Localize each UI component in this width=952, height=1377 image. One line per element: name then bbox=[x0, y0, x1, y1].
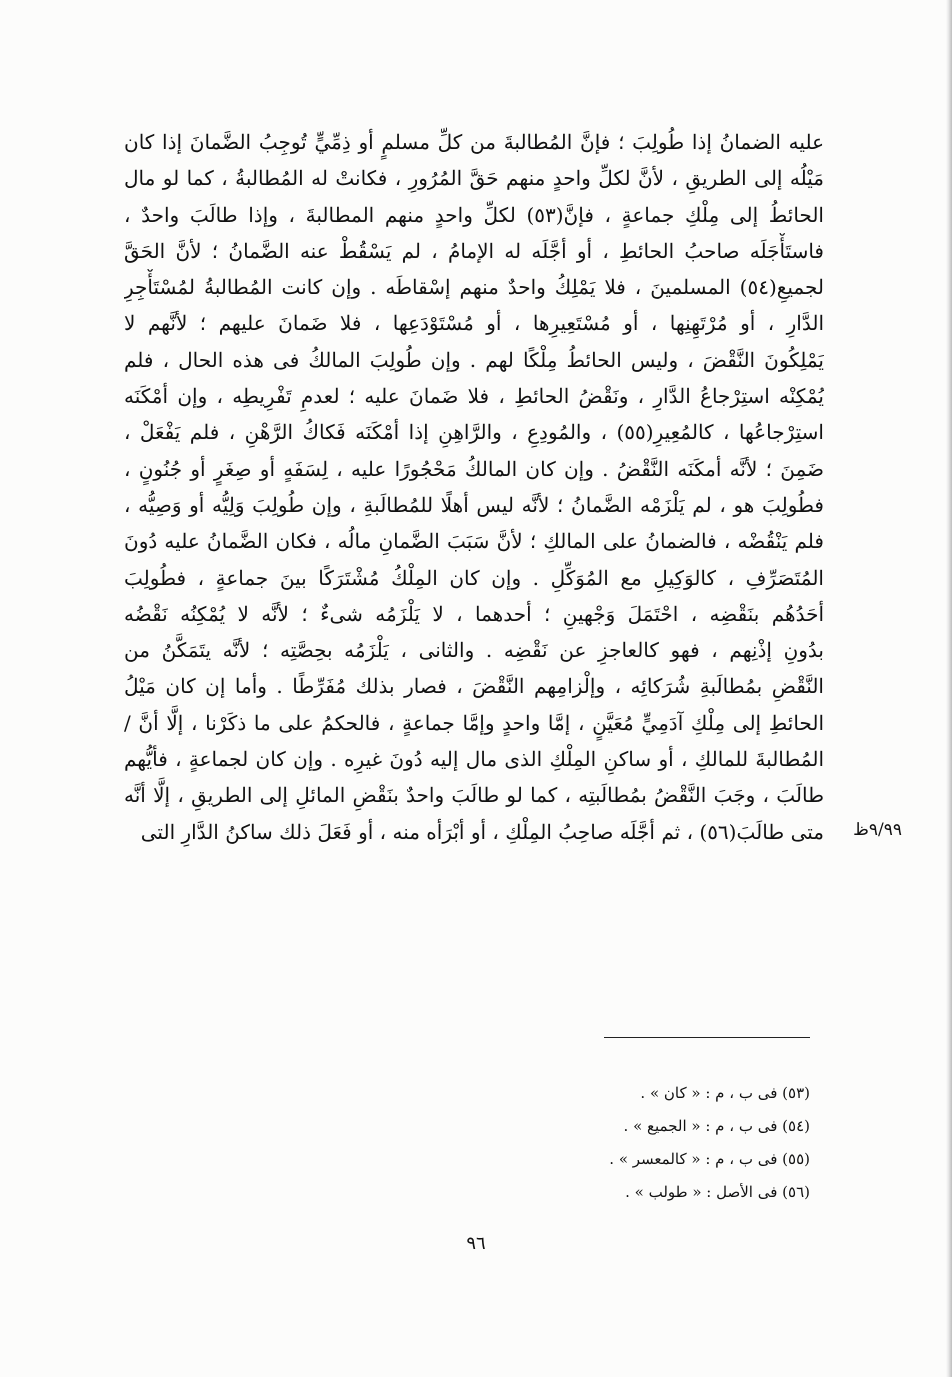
text-line: لجميعِ(٥٤) المسلمينَ ، فلا يَمْلِكُ واحدٌ منهم إسْقاطَه . وإن كانت المُطالبةُ لمُسْتَأْجِرِ bbox=[124, 275, 824, 300]
text-line: ضَمِنَ ؛ لأنَّه أمكَنَه النَّقْضُ . وإن كان المالكُ مَحْجُورًا عليه ، لِسَفَهٍ أو صِغَرٍ أو جُنُونٍ ، bbox=[124, 456, 824, 481]
footnote: (٥٥) فى ب ، م : « كالمعسر » . bbox=[609, 1150, 810, 1168]
text-line: عليه الضمانُ إذا طُولِبَ ؛ فإنَّ المُطالبةَ من كلِّ مسلمٍ أو ذِمِّيٍّ تُوجِبُ الضَّمانَ إذا كان bbox=[124, 130, 824, 154]
footnote: (٥٤) فى ب ، م : « الجميع » . bbox=[623, 1117, 810, 1135]
page-number: ٩٦ bbox=[466, 1233, 486, 1254]
text-line: فطُولِبَ هو ، لم يَلْزَمْه الضَّمانُ ؛ لأنَّه ليس أهلًا للمُطالَبةِ ، وإن طُولِبَ وَلِيُّه أو وَصِيُّه ، bbox=[124, 492, 824, 517]
text-line: المُطالبةَ للمالكِ ، أو ساكنِ المِلْكِ الذى مال إليه دُونَ غيرِه . وإن كان لجماعةٍ ، فأيُّهم bbox=[124, 747, 824, 772]
footnote: (٥٦) فى الأصل : « طولب » . bbox=[625, 1183, 810, 1201]
text-line: طالَبَ ، وجَبَ النَّقْضُ بمُطالَبتِه ، كما لو طالَبَ واحدٌ بنَقْضِ المائلِ إلى الطريقِ ، إلَّا أنَّه bbox=[124, 783, 824, 808]
text-line: يُمْكِنْه استِرْجاعُ الدَّارِ ، ونَقْضُ الحائطِ ، فلا ضَمانَ عليه ؛ لعدمِ تَفْرِيطِه ، وإن أمْكَنَه bbox=[124, 384, 824, 409]
text-line: فاستَأْجَلَه صاحبُ الحائطِ ، أو أجَّلَه له الإمامُ ، لم يَسْقُطْ عنه الضَّمانُ ؛ لأنَّ الحَقَّ bbox=[124, 238, 824, 263]
scan-edge-shadow bbox=[946, 0, 952, 1377]
text-line: بدُونِ إذْنِهم ، فهو كالعاجزِ عن نَقْضِه . والثانى ، يَلْزَمُه بحِصَّتِه ؛ لأنَّه يتَمَكَّنُ من bbox=[124, 638, 824, 663]
footnote-divider bbox=[604, 1037, 810, 1038]
text-line: الحائطِ إلى مِلْكِ آدَمِيٍّ مُعَيَّنٍ ، إمَّا واحدٍ وإمَّا جماعةٍ ، فالحكمُ على ما ذكَرْنا ، إلَّا أنَّ / bbox=[124, 710, 824, 735]
text-line: الحائطُ إلى مِلْكِ جماعةٍ ، فإنَّ(٥٣) لكلِّ واحدٍ منهم المطالبةَ ، وإذا طالَبَ واحدٌ ، bbox=[124, 202, 824, 227]
text-line: متى طالَبَ(٥٦) ، ثم أجَّلَه صاحِبُ المِلْكِ ، أو أبْرَأه منه ، أو فَعَلَ ذلك ساكنُ الدَّارِ التى bbox=[140, 819, 824, 844]
text-line: مَيْلُه إلى الطريقِ ، لأنَّ لكلِّ واحدٍ منهم حَقَّ المُرُورِ ، فكانتْ له المُطالبةُ ، كما لو مال bbox=[124, 166, 824, 191]
text-line: أحَدُهُم بنَقْضِه ، احْتَمَلَ وَجْهينِ ؛ أحدهما ، لا يَلْزَمُه شىءٌ ؛ لأنَّه لا يُمْكِنُه نَقْضُه bbox=[124, 601, 824, 626]
manuscript-folio-note: ٩/٩٩ظ bbox=[853, 820, 902, 840]
text-line: فلم يَنْقُضْه ، فالضمانُ على المالكِ ؛ لأنَّ سَبَبَ الضَّمانِ مالُه ، فكان الضَّمانُ عليه دُونَ bbox=[124, 529, 824, 554]
footnotes-block bbox=[510, 1077, 810, 1209]
text-line: المُتَصَرِّفِ ، كالوَكِيلِ مع المُوَكِّلِ . وإن كان المِلْكُ مُشْتَرَكًا بينَ جماعةٍ ، فطُولِبَ bbox=[124, 565, 824, 590]
footnote: (٥٣) فى ب ، م : « كان » . bbox=[640, 1084, 810, 1102]
text-line: يَمْلِكُونَ النَّقْضَ ، وليس الحائطُ مِلْكًا لهم . وإن طُولِبَ المالكُ فى هذه الحال ، فلم bbox=[124, 347, 824, 372]
main-text-block bbox=[124, 124, 824, 850]
text-line: استِرْجاعُها ، كالمُعِيرِ(٥٥) ، والمُودِعِ ، والرَّاهِنِ إذا أمْكَنَه فَكاكُ الرَّهْنِ ، فلم يَفْعَلْ ، bbox=[124, 420, 824, 445]
text-line: الدَّارِ ، أو مُرْتَهِنِها ، أو مُسْتَعِيرِها ، أو مُسْتَوْدَعِها ، فلا ضَمانَ عليهم ؛ لأنَّهم لا bbox=[124, 311, 824, 336]
text-line: النَّقْضِ بمُطالَبةِ شُرَكائِه ، وإلْزامِهم النَّقْضَ ، فصار بذلك مُفَرِّطًا . وأما إن كان مَيْلُ bbox=[124, 674, 824, 699]
